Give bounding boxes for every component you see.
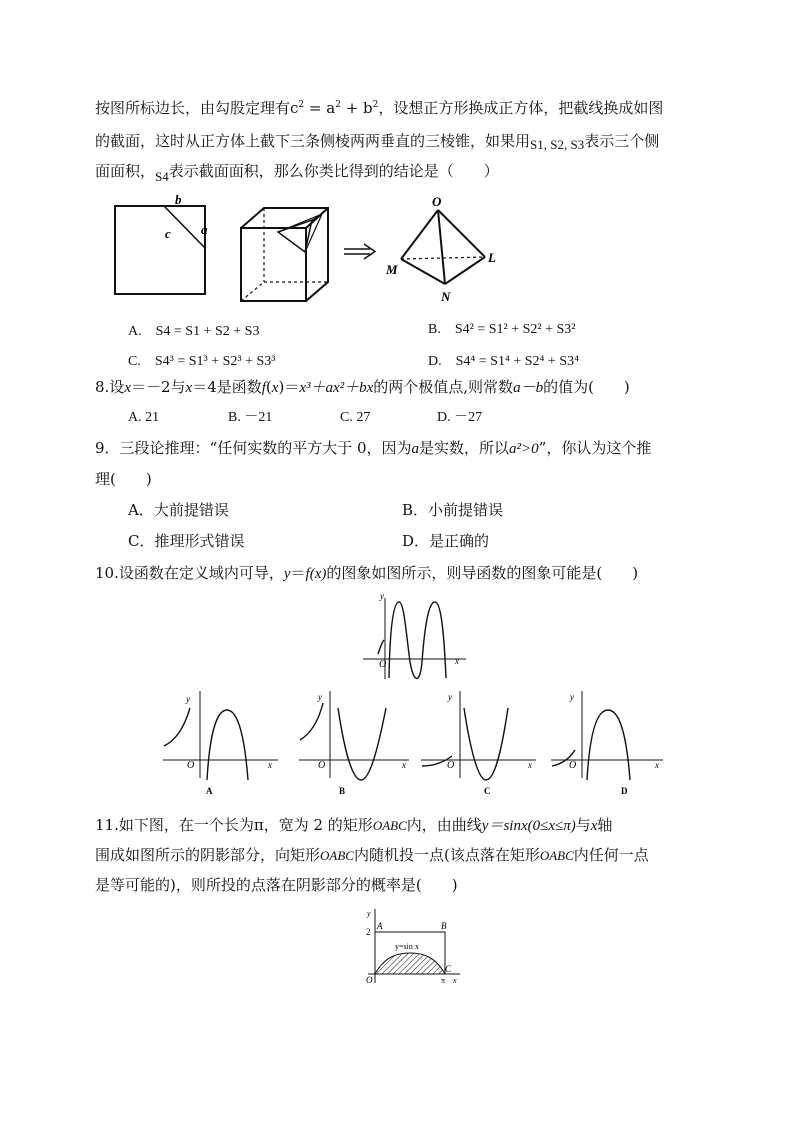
q7-label-O: O	[432, 194, 442, 209]
origin-label: O	[569, 760, 577, 771]
q11-text: 内，由曲线	[406, 816, 482, 834]
q8-stem	[95, 377, 630, 398]
q11-text: 围成如图所示的阴影部分，向矩形	[95, 846, 321, 864]
q7-label-L: L	[488, 250, 496, 265]
q7-label-a: a	[201, 222, 208, 237]
q7-line-1: 按图所标边长，由勾股定理有$c^2 = a^2 + b^2$，设想正方形换成正方体，把截线换成如图	[95, 99, 664, 117]
q8-var: a－b	[513, 380, 544, 396]
point-label-b: B	[441, 921, 447, 931]
q11-curve: y＝sinx(0≤x≤π)	[481, 818, 576, 834]
origin-label: O	[379, 659, 387, 670]
q7-text: 表示三个侧	[584, 132, 660, 150]
q11-text: 轴	[597, 816, 613, 834]
q7-text: + b	[340, 99, 373, 117]
q11-shaded-region	[375, 953, 445, 974]
q9-option-d[interactable]: D．是正确的	[402, 532, 490, 550]
q8-text: ＝－2与	[130, 378, 186, 396]
q7-s4: S4	[155, 169, 169, 184]
q8-option-d[interactable]: D. －27	[437, 410, 483, 425]
q7-label-M: M	[386, 262, 398, 277]
q9-text: ”，你认为这个推	[538, 439, 652, 457]
q8-text: 的值为( )	[543, 378, 630, 396]
point-label-c: C	[445, 964, 452, 974]
origin-label: O	[447, 760, 455, 771]
q8-var: x	[271, 380, 279, 396]
q11-pi: π	[253, 816, 264, 834]
q9-option-c[interactable]: C．推理形式错误	[128, 532, 245, 550]
q8-poly: x³＋ax²＋bx	[299, 380, 374, 396]
q7-figure	[108, 192, 528, 310]
q8-text: )＝	[278, 378, 300, 396]
q7-text: 的截面，这时从正方体上截下三条侧棱两两垂直的三棱锥，如果用	[95, 132, 531, 150]
q9-line-1	[95, 438, 651, 459]
q8-text: 8.设	[95, 378, 125, 396]
q9-var: a²>0	[509, 441, 539, 457]
q11-text: 内任何一点	[573, 846, 649, 864]
q10-main-graph	[360, 592, 470, 682]
tick-label-pi: π	[441, 976, 446, 985]
q11-text: 与	[575, 816, 591, 834]
q9-text: 是实数，所以	[419, 439, 510, 457]
q9-line-2: 理( )	[95, 470, 152, 488]
axis-label-x: x	[453, 976, 457, 985]
q8-var: x	[185, 380, 193, 396]
q11-line-2	[95, 845, 649, 866]
origin-label: O	[366, 975, 373, 985]
axis-label-y: y	[186, 694, 190, 704]
q10-choice-d-graph[interactable]	[548, 688, 673, 798]
q11-text: 11.如下图，在一个长为	[95, 816, 254, 834]
q7-text: = a	[304, 99, 336, 117]
q10-stem	[95, 563, 638, 584]
q11-var: OABC	[539, 848, 574, 863]
axis-label-x: x	[455, 656, 459, 666]
q7-text: 按图所标边长，由勾股定理有c	[95, 99, 299, 117]
q10-text: 10.设函数在定义域内可导，	[95, 564, 284, 582]
q11-figure	[360, 905, 470, 990]
arrow-right-icon	[344, 244, 375, 259]
q7-s123: S1, S2, S3	[530, 137, 585, 152]
q8-option-a[interactable]: A. 21	[128, 410, 160, 425]
axis-label-x: x	[268, 760, 272, 770]
q7-line-3	[95, 161, 499, 182]
q10-var: y	[283, 566, 291, 582]
q10-choice-b-graph[interactable]	[296, 688, 421, 798]
q11-line-1	[95, 815, 612, 836]
q7-line-2	[95, 131, 659, 152]
q7-tetrahedron	[401, 210, 485, 284]
axis-label-y: y	[367, 909, 371, 918]
origin-label: O	[187, 760, 195, 771]
q7-text: 面面积，	[95, 162, 156, 180]
q7-label-b: b	[175, 192, 182, 207]
choice-label-b: B	[339, 786, 346, 796]
curve-label: y=sin x	[395, 942, 419, 951]
q7-text: ，设想正方形换成正方体，把截线换成如图	[378, 99, 664, 117]
q7-square	[115, 206, 205, 294]
q10-choice-a-graph[interactable]	[160, 688, 285, 798]
q8-var: x	[124, 380, 131, 396]
axis-label-y: y	[570, 692, 574, 702]
origin-label: O	[318, 760, 326, 771]
q7-option-a[interactable]: A. S4 = S1 + S2 + S3	[128, 324, 260, 339]
axis-label-x: x	[402, 760, 406, 770]
point-label-a: A	[377, 921, 383, 931]
q7-label-c: c	[165, 226, 171, 241]
q11-text: 内随机投一点(该点落在矩形	[353, 846, 540, 864]
q7-option-c[interactable]: C. S4³ = S1³ + S2³ + S3³	[128, 354, 276, 369]
axis-label-x: x	[655, 760, 659, 770]
q8-text: 的两个极值点,则常数	[373, 378, 514, 396]
q9-option-b[interactable]: B．小前提错误	[402, 501, 504, 519]
q10-choice-c-graph[interactable]	[418, 688, 543, 798]
q10-text: ＝	[290, 564, 306, 582]
q9-var: a	[411, 441, 420, 457]
q9-option-a[interactable]: A．大前提错误	[128, 501, 229, 519]
q7-option-b[interactable]: B. S4² = S1² + S2² + S3²	[428, 322, 576, 337]
q11-var: OABC	[320, 848, 354, 863]
axis-label-y: y	[448, 692, 452, 702]
q11-var: OABC	[372, 818, 407, 833]
q8-option-c[interactable]: C. 27	[340, 410, 371, 425]
q7-label-N: N	[441, 289, 451, 304]
choice-label-d: D	[621, 786, 628, 796]
axis-label-y: y	[318, 692, 322, 702]
q8-option-b[interactable]: B. －21	[228, 410, 273, 425]
q11-line-3: 是等可能的)，则所投的点落在阴影部分的概率是( )	[95, 876, 458, 894]
q7-option-d[interactable]: D. S4⁴ = S1⁴ + S2⁴ + S3⁴	[428, 354, 579, 369]
q11-text: ，宽为 2 的矩形	[263, 816, 373, 834]
axis-label-x: x	[528, 760, 532, 770]
q7-cube	[241, 208, 328, 301]
choice-label-a: A	[206, 786, 213, 796]
tick-label-2: 2	[366, 927, 371, 937]
q11-var: x	[590, 818, 598, 834]
q10-text: 的图象如图所示，则导函数的图象可能是( )	[326, 564, 639, 582]
q8-text: (	[265, 378, 272, 396]
q7-text: 表示截面面积，那么你类比得到的结论是（ ）	[168, 162, 499, 180]
q8-text: ＝4是函数	[192, 378, 262, 396]
choice-label-c: C	[484, 786, 491, 796]
q10-var: f(x)	[305, 566, 327, 582]
q9-text: 9．三段论推理：“任何实数的平方大于 0，因为	[95, 439, 412, 457]
q8-var: f	[261, 380, 266, 396]
axis-label-y: y	[380, 591, 384, 601]
